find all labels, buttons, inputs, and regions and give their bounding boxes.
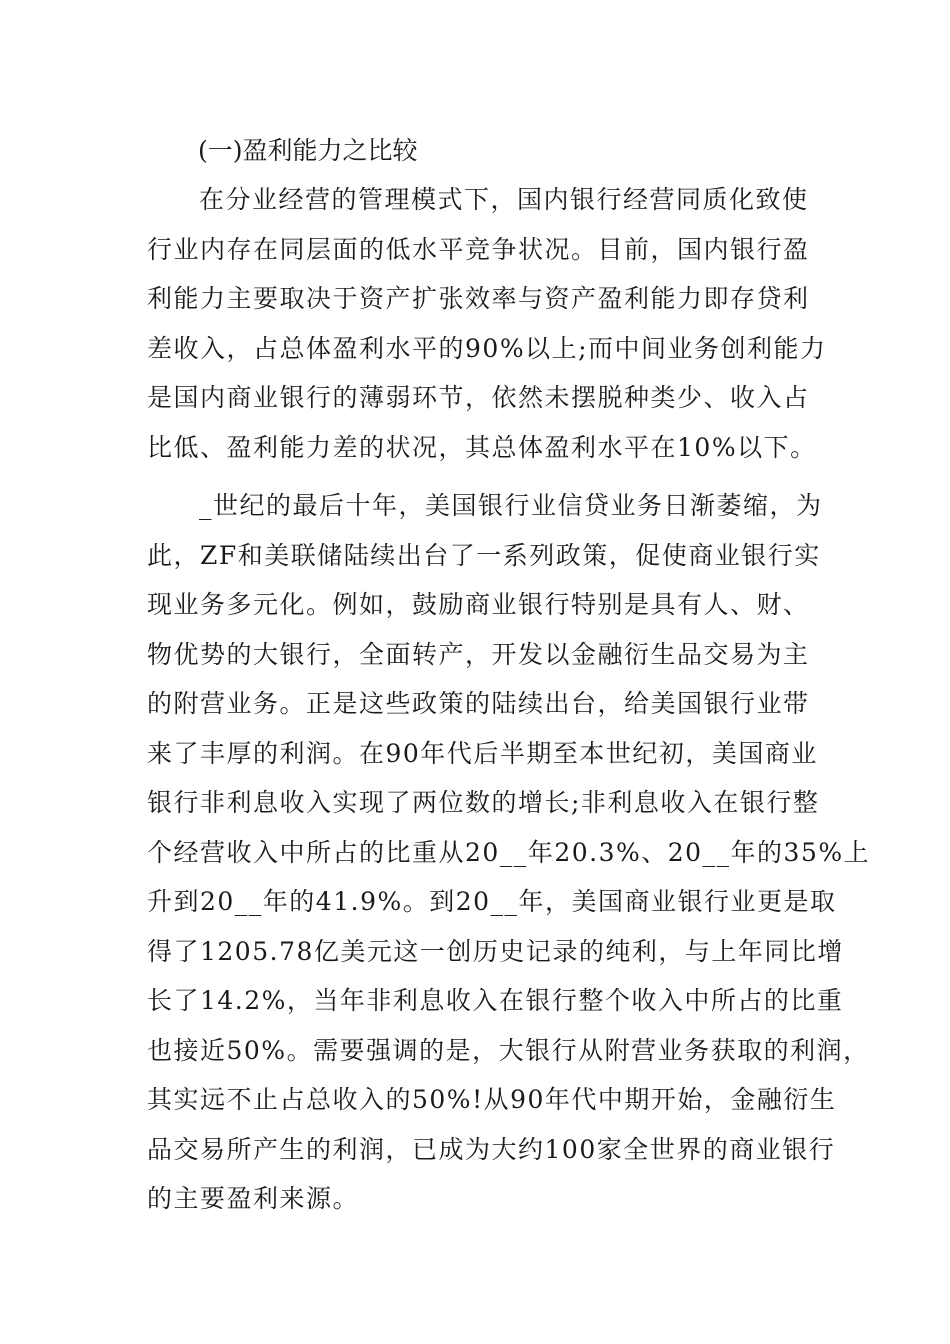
paragraph-line: 是国内商业银行的薄弱环节，依然未摆脱种类少、收入占 [147, 383, 810, 412]
paragraph-line: 银行非利息收入实现了两位数的增长;非利息收入在银行整 [147, 788, 820, 817]
paragraph-line: 现业务多元化。例如，鼓励商业银行特别是具有人、财、 [147, 590, 810, 619]
paragraph-line: 行业内存在同层面的低水平竞争状况。目前，国内银行盈 [147, 234, 810, 264]
paragraph-line: 升到20__年的41.9%。到20__年，美国商业银行业更是取 [147, 887, 837, 916]
paragraph-line: 比低、盈利能力差的状况，其总体盈利水平在10%以下。 [147, 432, 817, 462]
paragraph-line: 的附营业务。正是这些政策的陆续出台，给美国银行业带 [147, 689, 810, 718]
paragraph-line: 其实远不止占总收入的50%!从90年代中期开始，金融衍生 [147, 1085, 837, 1114]
paragraph-2 [147, 488, 871, 1231]
paragraph-line: 来了丰厚的利润。在90年代后半期至本世纪初，美国商业 [147, 738, 818, 768]
paragraph-line: 个经营收入中所占的比重从20__年20.3%、20__年的35%上 [147, 837, 871, 867]
paragraph-line: 长了14.2%，当年非利息收入在银行整个收入中所占的比重 [147, 986, 844, 1015]
paragraph-line: _世纪的最后十年，美国银行业信贷业务日渐萎缩，为 [199, 491, 823, 520]
paragraph-line: 物优势的大银行，全面转产，开发以金融衍生品交易为主 [147, 639, 810, 669]
paragraph-line: 也接近50%。需要强调的是，大银行从附营业务获取的利润， [147, 1035, 870, 1065]
paragraph-line: 品交易所产生的利润，已成为大约100家全世界的商业银行 [147, 1134, 836, 1164]
paragraph-line: 利能力主要取决于资产扩张效率与资产盈利能力即存贷利 [147, 284, 810, 313]
paragraph-line: 的主要盈利来源。 [147, 1184, 360, 1213]
section-heading: (一)盈利能力之比较 [198, 136, 418, 165]
paragraph-line: 得了1205.78亿美元这一创历史记录的纯利，与上年同比增 [147, 936, 844, 966]
paragraph-line: 差收入，占总体盈利水平的90%以上;而中间业务创利能力 [147, 333, 827, 363]
paragraph-1 [147, 182, 827, 479]
paragraph-line: 在分业经营的管理模式下，国内银行经营同质化致使 [199, 185, 809, 214]
paragraph-line: 此，ZF和美联储陆续出台了一系列政策，促使商业银行实 [147, 540, 821, 570]
